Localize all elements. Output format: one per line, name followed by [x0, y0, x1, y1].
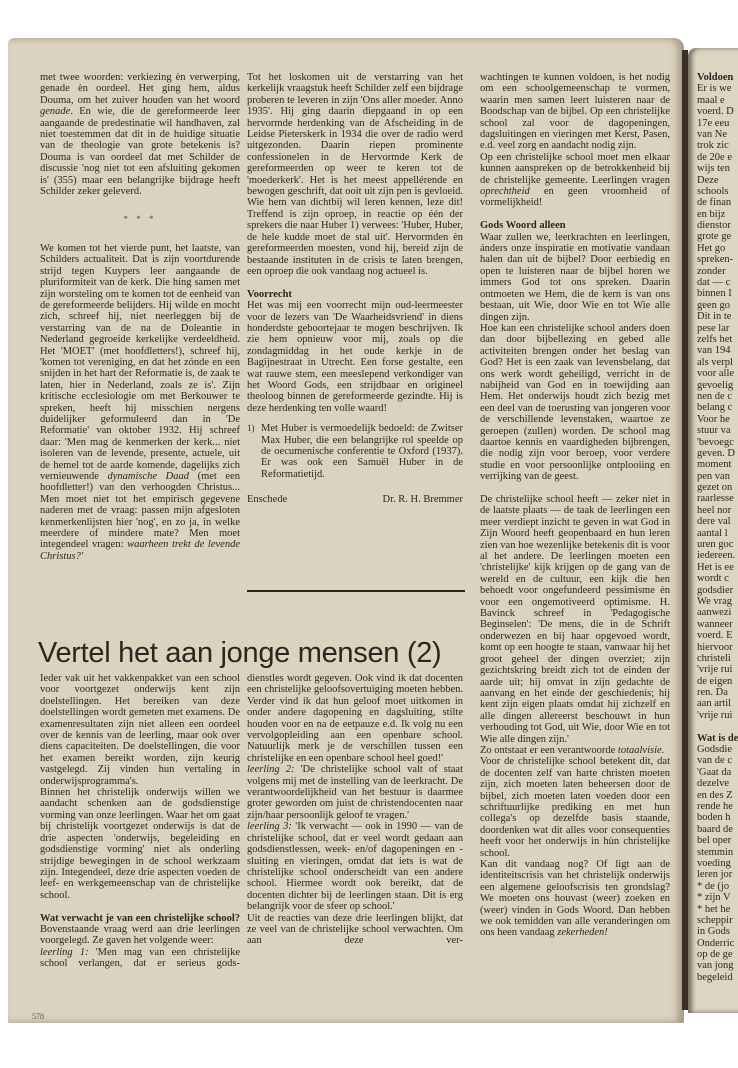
- italic-text: leerling 1:: [40, 946, 89, 958]
- paragraph: [480, 72, 670, 152]
- text-line: zonder: [697, 265, 726, 277]
- right-page-text-fragment: [697, 72, 738, 983]
- text-line: geen go: [697, 299, 730, 311]
- text-line: op de ge: [697, 949, 733, 961]
- section-separator: * * *: [123, 214, 157, 225]
- text-line: grote ge: [697, 231, 732, 243]
- text-line: scheppir: [697, 914, 733, 926]
- section-heading: Voorrecht: [247, 288, 292, 300]
- text-line: 'bevoegc: [697, 436, 734, 448]
- text-line: leren jor: [697, 869, 733, 881]
- paragraph: [247, 72, 463, 277]
- paragraph: [480, 745, 670, 756]
- text-line: geven. D: [697, 447, 735, 459]
- article-signature: [247, 494, 463, 505]
- article-divider-rule: [247, 590, 465, 592]
- text-line: stuur va: [697, 425, 731, 437]
- text-line: van jong: [697, 960, 734, 972]
- text-line: zelfs het: [697, 333, 733, 345]
- text-run: We komen tot het vierde punt, het laatste, van Schilders actualiteit. Dat is zijn voortdurende strijd tegen Kuypers leer aangaande de pluriformiteit van de kerk. Die hing samen met zijn worsteling om te komen tot de eenheid van de gereformeerde belijders. Hij wilde en mocht zich, schreef hij, niet neerleggen bij de verstarring van de na de Doleantie in Nederland gegroeide kerkelijke verdeeldheid. Het 'MOET' (met hoofdletters!), schreef hij, 'komen tot vereniging, en dat het zónde en een snijden in het hart der Reformatie is, de zaak te laten, hier in Nederland, zoals ze is'. Zijn kritische ecclesiologie om met Berkouwer te spreken, heeft hij misschien nergens duidelijker geformuleerd dan in 'De Reformatie' van oktober 1932. Hij schreef daar: 'Men mag de kenmerken der kerk... niet isoleren van de levende, presente, actuele, uit de hemel tot de aarde komende, dagelijks zich vernieuwende: [40, 242, 240, 482]
- italic-text: leerling 3:: [247, 821, 292, 833]
- text-line: aan artil: [697, 698, 732, 710]
- text-line: de eigen: [697, 675, 733, 687]
- text-run: Ieder vak uit het vakkenpakket van een school voor voortgezet onderwijs kent zijn doelstellingen. Het bereiken van deze doelstellingen wordt gemeten met examens. De examenresultaten zijn niet alleen een oordeel over de kennis van de leerling, maar ook over diens capaciteiten. De doelstellingen, die voor het examen bereikt worden, zijn keurig vastgelegd. Zij vinden hun vertaling in onderwijsprogramma's.: [40, 673, 240, 787]
- text-run: Tot het loskomen uit de verstarring van het kerkelijk vraagstuk heeft Schilder zelf een bijdrage proberen te leveren in zijn 'Ons aller moeder. Anno 1935'. Hij ging daarin diepgaand in op een hervormde herdenking van de Afscheiding in de Leidse Pieterskerk in 1934 die over de radio werd uitgezonden. Daarin riepen prominente confessionelen in de Hervormde Kerk de gereformeerden op weer te keren tot de 'moederkerk'. Het is het meest appellérende en bewogen geschrift, dat ooit uit zijn pen is gevloeid. Wie hem van dichtbij wil leren kennen, leze dit! Treffend is zijn oproep, in reactie op één der sprekers die naar Huber 1) verwees: 'Huber, Huber, de hele kudde moet de stal uit'. Hervormden èn gereformeerden moesten, vond hij, bereid zijn de bestaande instituten in de crisis te laten brengen, een oproep die ook vandaag nog actueel is.: [247, 72, 463, 277]
- paragraph: [480, 232, 670, 323]
- text-line: Het is ee: [697, 561, 734, 573]
- italic-text: oprechtheid: [480, 186, 530, 198]
- text-line: voeding: [697, 857, 731, 869]
- page-number: 578: [32, 1012, 44, 1021]
- text-line: dienstor: [697, 220, 731, 232]
- text-line: trok zic: [697, 140, 729, 152]
- text-run: 'De christelijke school valt of staat volgens mij met de instelling van de leerkracht. De verantwoordelijkheid van het bestuur is daarmee groter geworden om juist de christendocenten naar zijn/haar persoonlijk geloof te vragen.': [247, 764, 463, 821]
- article2-column-3: [480, 72, 670, 939]
- text-line: van de c: [697, 755, 732, 767]
- text-line: dezelve: [697, 778, 730, 790]
- text-run: (met een hoofdletter!) van den verhoogden Christus... Men moet niet tot het empirisch gegevene naderen met de vraag: passen mijn afgesloten kenmerkenlijsten hier 'nog', en zo ja, in welke meerdere of mindere mate? Men moet integendeel vragen:: [40, 471, 241, 551]
- text-line: 17e eeu: [697, 117, 730, 129]
- footnote: [247, 423, 463, 480]
- text-line: dere val: [697, 516, 731, 528]
- text-run: Bovenstaande vraag werd aan drie leerlingen voorgelegd. Ze gaven het volgende weer:: [40, 923, 240, 947]
- text-line: spreken-: [697, 254, 734, 266]
- text-line: boden h: [697, 812, 731, 824]
- text-line: godsdier: [697, 584, 734, 596]
- text-line: Het go: [697, 242, 726, 254]
- text-line: Dit in te: [697, 311, 732, 323]
- text-line: aantal l: [697, 527, 728, 539]
- text-line: wijs ten: [697, 163, 730, 175]
- text-line: 'Gaat da: [697, 766, 732, 778]
- article2-column-2: [247, 673, 463, 947]
- text-run: Zo ontstaat er een verantwoorde: [480, 744, 618, 756]
- italic-text: leerling 2:: [247, 764, 295, 776]
- text-line: We vrag: [697, 595, 733, 607]
- text-line: als verpl: [697, 356, 733, 368]
- section-heading: Wat verwacht je van een christelijke school?: [40, 912, 240, 924]
- text-line: dat — c: [697, 277, 731, 289]
- paragraph: [40, 673, 240, 787]
- text-line: de finan: [697, 197, 732, 209]
- text-run: dienstles wordt gegeven. Ook vind ik dat docenten een christelijke geloofsovertuiging moeten hebben. Verder vind ik dat hun geloof moet uitkomen in onder andere dagopening en dagsluiting, stilte houden voor en na de eetpauze e.d. Ik volg nu een vervolgopleiding aan een openbare school. Natuurlijk merk je de verschillen tussen een christelijke en een openbare school heel goed!': [247, 673, 463, 764]
- paragraph: [40, 947, 240, 970]
- text-line: binnen I: [697, 288, 732, 300]
- text-line: voerd. E: [697, 630, 733, 642]
- article1-column-2: [247, 72, 463, 506]
- text-line: de 20e e: [697, 151, 732, 163]
- text-run: Uit de reacties van deze drie leerlingen blijkt, dat ze veel van de christelijke school verwachten. Om aan deze ver-: [247, 912, 463, 947]
- text-line: voor alle: [697, 368, 735, 380]
- text-run: wachtingen te kunnen voldoen, is het nodig om een schoolgemeenschap te vormen, waarin men samen leert luisteren naar de Boodschap van de bijbel. Op een christelijke school zal voor de dagopeningen, dagsluitingen en vieringen met Kerst, Pasen, e.d. veel zorg en aandacht nodig zijn.: [480, 72, 670, 152]
- text-line: schools: [697, 185, 729, 197]
- text-line: gezet on: [697, 482, 733, 494]
- text-line: belang c: [697, 402, 733, 414]
- text-line: Wat is de: [697, 732, 738, 744]
- paragraph: [247, 300, 463, 414]
- article1-column-1: [40, 72, 240, 562]
- paragraph: [40, 924, 240, 947]
- text-line: uren goc: [697, 539, 734, 551]
- text-line: nen de c: [697, 390, 732, 402]
- text-run: 'Ik verwacht — ook in 1990 — van de christelijke school, dat er veel wordt gedaan aan godsdienstlessen, week- en/of dagopeningen en -sluiting en vieringen, omdat dat iets is wat de christelijke school onderscheidt van een andere school. Hiermee wordt ook bereikt, dat de docenten dichter bij de leerlingen staan. Dit is erg belangrijk voor de sfeer op school.': [247, 821, 463, 913]
- text-line: * zijn V: [697, 892, 731, 904]
- text-line: gevoelig: [697, 379, 734, 391]
- text-line: 'vrije rui: [697, 664, 733, 676]
- text-run: Voor de christelijke school betekent dit, dat de docenten zelf van harte christen moeten zijn, zich moeten laten beheersen door de bijbel, zich moeten laten voeden door een schriftuurlijke prediking en met hun collega's op dezelfde basis staande, doordenken wat dit alles voor consequenties heeft voor het onderwijs in hùn christelijke school.: [480, 756, 670, 859]
- paragraph: [247, 821, 463, 912]
- text-line: bel oper: [697, 835, 732, 847]
- text-run: Waar zullen we, leerkrachten en leerlingen, ánders onze inspiratie en motivatie vandaan halen dan uit de bijbel? Door eerbiedig en open te luisteren naar de bijbel horen we immers God tot ons spreken. Daarin ontmoeten we Hem, die de kern is van ons bestaan, uit Wie, door Wie en tot Wie alle dingen zijn.: [480, 231, 670, 323]
- paragraph: [480, 323, 670, 483]
- text-line: en bijz: [697, 208, 726, 220]
- italic-text: waarheen trekt de levende Christus?': [40, 539, 240, 562]
- footnote-text: Met Huber is vermoedelijk bedoeld: de Zwitser Max Huber, die een belangrijke rol speelde op de oecumenische conferentie te Oxford (1937). Er was ook een Samuël Huber in de Reformatietijd.: [261, 423, 463, 480]
- paragraph: [247, 764, 463, 821]
- text-line: * de (jo: [697, 880, 730, 892]
- text-line: van Ne: [697, 128, 728, 140]
- italic-text: dynamische Daad: [107, 471, 189, 482]
- paragraph: [40, 787, 240, 901]
- paragraph: [40, 243, 240, 562]
- article2-column-1: [40, 673, 240, 970]
- paragraph: [480, 152, 670, 209]
- text-line: voerd. D: [697, 106, 734, 118]
- text-line: maal e: [697, 94, 725, 106]
- text-run: met twee woorden: verkiezing èn verwerping, genade èn oordeel. Het ging hem, aldus Douma, om het zuiver houden van het woord: [40, 72, 240, 106]
- paragraph: [480, 494, 670, 745]
- paragraph: [480, 756, 670, 859]
- text-line: 'vrije rui: [697, 709, 733, 721]
- text-line: pen van: [697, 470, 730, 482]
- italic-text: genade: [40, 106, 71, 118]
- text-line: Godsdie: [697, 744, 732, 756]
- text-line: baard de: [697, 823, 733, 835]
- text-line: stemmin: [697, 846, 734, 858]
- text-line: Er is we: [697, 83, 732, 95]
- signature-author: Dr. R. H. Bremmer: [382, 494, 463, 506]
- text-run: en geen vroomheid of vormelijkheid!: [480, 186, 670, 209]
- text-line: rende he: [697, 801, 733, 812]
- text-line: ren. Da: [697, 687, 728, 699]
- text-line: christeli: [697, 652, 731, 664]
- text-line: pese lar: [697, 322, 730, 334]
- paragraph: [40, 72, 240, 197]
- signature-place: Enschede: [247, 494, 288, 506]
- text-line: Onderric: [697, 937, 735, 949]
- text-run: Het was mij een voorrecht mijn oud-leermeester voor de lezers van 'De Waarheidsvriend' in diens honderdste geboortejaar te mogen beschrijven. Ik zie hem opnieuw voor mij, zoals op die zondagmiddag in het oude kerkje in de Bagijnestraat in Utrecht. Een forse gestalte, een wat rauwe stem, een meeslepend verkondiger van het Woord Gods, een strijdbaar en origineel theoloog binnen de gereformeerde gezindte. Hij is deze herdenking ten volle waard!: [247, 300, 463, 414]
- paragraph: [247, 913, 463, 947]
- text-run: Binnen het christelijk onderwijs willen we aandacht schenken aan de godsdienstige vorming van onze leerlingen. Waar het om gaat bij christelijk voortgezet onderwijs is dat de drie aspecten 'onderwijs, begeleiding en godsdienstige vorming' niet als onderling strijdige bewegingen in de school werkzaam zijn. Integendeel, deze drie aspecten voeden de leef- en werkgemeenschap van de christelijke school.: [40, 787, 240, 901]
- text-line: moment: [697, 459, 732, 471]
- text-line: Deze: [697, 174, 719, 186]
- paragraph: [480, 859, 670, 939]
- text-line: begeleid: [697, 971, 733, 983]
- text-line: in Gods: [697, 926, 730, 938]
- article2-headline: Vertel het aan jonge mensen (2): [38, 637, 442, 669]
- italic-text: zekerheden!: [557, 927, 608, 939]
- text-line: heel nor: [697, 504, 732, 516]
- text-run: Kan dit vandaag nog? Of ligt aan de identiteitscrisis van het christelijk onderwijs een algemene geloofscrisis ten grondslag? We moeten ons houvast (weer) zoeken en (weer) vinden in Gods Woord. Dan hebben we ook temidden van alle veranderingen om ons heen vandaag: [480, 859, 670, 939]
- text-line: hiervoor: [697, 641, 733, 653]
- text-line: Voor he: [697, 413, 730, 425]
- text-run: . En wie, die de gereformeerde leer aangaande de predestinatie wil handhaven, zal niet toestemmen dat dit in de huidige situatie van de theologie van grote betekenis is? Douma is van oordeel dat met Schilder de discussie 'nog niet tot een afsluiting gekomen is' (355) maar een belangrijke bijdrage heeft Schilder zeker geleverd.: [40, 106, 240, 198]
- text-line: [697, 721, 738, 732]
- text-run: Op een christelijke school moet men elkaar kunnen aanspreken op de betrokkenheid bij de christelijke gemeente. Leerlingen vragen: [480, 151, 670, 186]
- footnote-marker: 1): [247, 423, 255, 434]
- text-line: van 194: [697, 345, 731, 357]
- text-line: iedereen.: [697, 550, 736, 562]
- text-line: en des Z: [697, 789, 733, 801]
- text-line: wordt c: [697, 573, 729, 585]
- italic-text: totaalvisie.: [617, 744, 665, 756]
- text-run: 'Men mag van een christelijke school verlangen, dat er serieus gods-: [40, 946, 240, 970]
- section-heading: Gods Woord alleen: [480, 220, 566, 232]
- text-line: aanwezi: [697, 607, 732, 619]
- text-line: Voldoen: [697, 72, 734, 83]
- text-run: Hoe kan een christelijke school anders doen dan door bijbellezing en gebed alle activiteiten brengen onder het beslag van God? Het is een zaak van levensbelang, dat ons werk wordt geheiligd, verricht in de nabijheid van God en in toewijding aan Hem. Het onderwijs houdt zich bezig met een deel van de toerusting van jongeren voor de verschillende levenstaken, waartoe ze geroepen (zullen) worden. De school mag daartoe kennis en vaardigheden bijbrengen, die nodig zijn voor beroep, voor verdere studie en voor persoonlijke ontplooiing en verrijking van de geest.: [480, 322, 670, 483]
- text-line: raarlesse: [697, 493, 734, 505]
- text-line: * het he: [697, 903, 731, 915]
- right-page: [688, 48, 738, 1013]
- text-line: wanneer: [697, 618, 733, 630]
- text-run: De christelijke school heeft — zeker niet in de laatste plaats — de taak de leerlingen een meer verdiept inzicht te geven in wat God in Zijn Woord heeft geopenbaard en hun leren zien van hoe wezenlijke betekenis dit is voor al het andere. De leerlingen moeten een 'christelijke' kijk krijgen op de gang van de wereld en de cultuur, een kijk die hen behoedt voor ongefundeerd pessimisme èn voor een ongemotiveerd optimisme. H. Bavinck schreef in 'Pedagogische Beginselen': 'De mens, die in de Schrift onderwezen en bij haar opgevoed wordt, komt op een hoogte te staan, vanwaar hij het groot geheel der dingen overziet; zijn gezichtskring breidt zich tot de einden der aarde uit; hij omvat in zijn gedachte de aanvang en het einde der geschiedenis; hij kent zijn eigen plaats omdat hij zichzelf en alle dingen allereerst beschouwt in hun verhouding tot God, uit Wie, door Wie en tot Wie alle dingen zijn.': [480, 494, 670, 745]
- paragraph: [247, 673, 463, 764]
